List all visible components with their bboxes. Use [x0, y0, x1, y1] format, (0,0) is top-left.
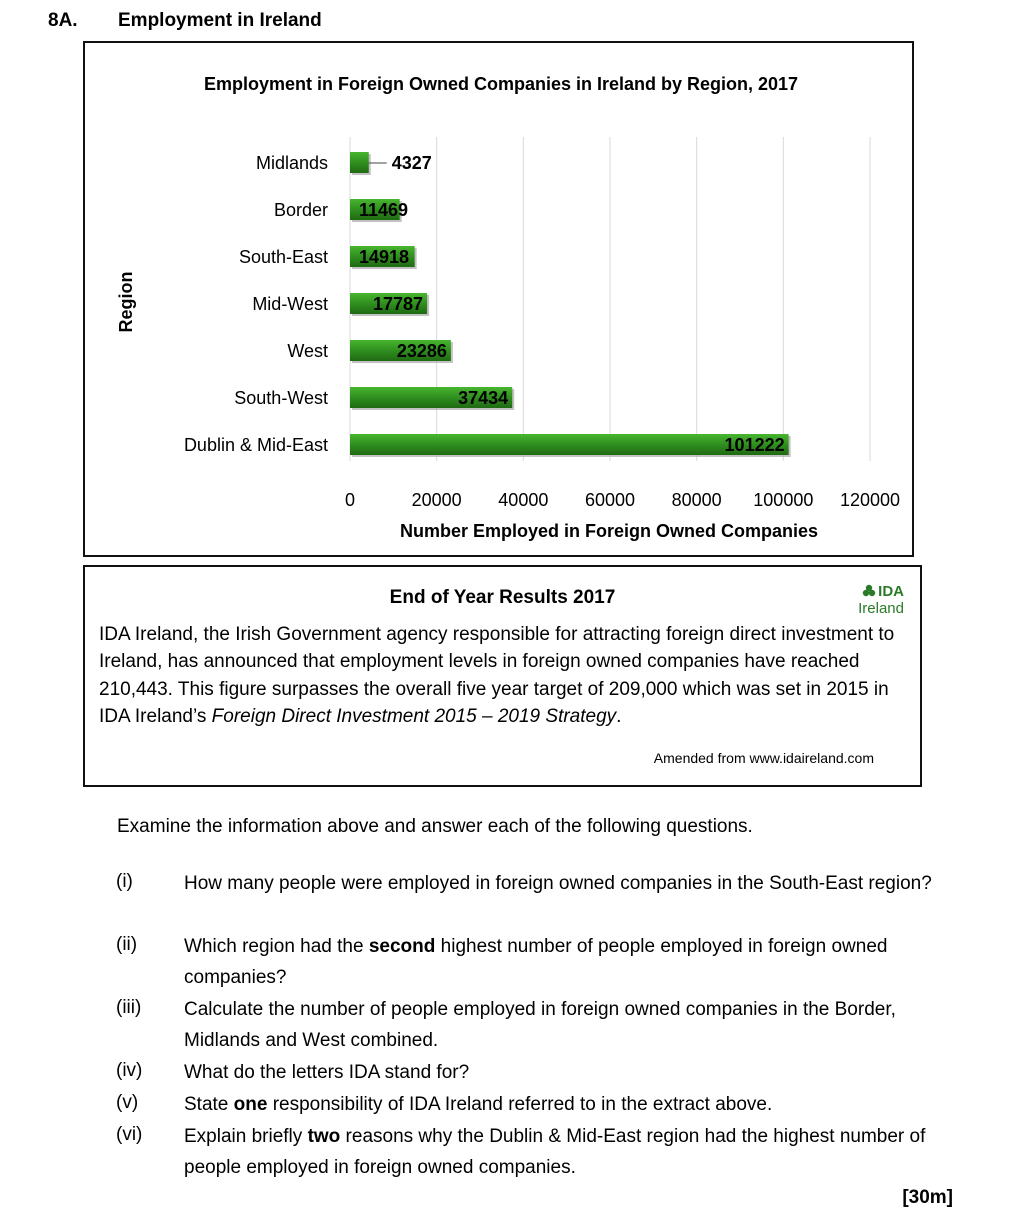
- info-title: End of Year Results 2017: [389, 587, 616, 608]
- question-title: Employment in Ireland: [118, 10, 322, 31]
- info-source: Amended from www.idaireland.com: [653, 750, 874, 766]
- data-label: 101222: [724, 435, 785, 455]
- question-number: 8A.: [48, 10, 78, 31]
- category-label: South-East: [238, 247, 328, 267]
- employment-bar-chart: [85, 43, 914, 557]
- shamrock-icon: [862, 584, 876, 598]
- data-label: 4327: [391, 153, 432, 173]
- question-number-v: (v): [116, 1092, 139, 1113]
- x-tick-label: 100000: [753, 490, 814, 510]
- x-tick-label: 80000: [671, 490, 722, 510]
- question-text-ii: Which region had the second highest number of people employed in foreign owned companies?: [184, 936, 888, 988]
- question-number-ii: (ii): [116, 934, 138, 955]
- question-text-vi: Explain briefly two reasons why the Dublin & Mid-East region had the highest number of people employed in foreign owned companies.: [184, 1126, 926, 1178]
- ida-logo: [842, 583, 904, 617]
- question-number-vi: (vi): [116, 1124, 143, 1145]
- x-tick-label: 0: [344, 490, 356, 510]
- question-text-v: State one responsibility of IDA Ireland referred to in the extract above.: [184, 1094, 773, 1115]
- data-label: 23286: [396, 341, 447, 361]
- category-label: South-West: [234, 388, 328, 408]
- y-axis-label: Region: [116, 271, 136, 333]
- ida-logo-subtext: Ireland: [858, 600, 904, 617]
- x-tick-label: 20000: [411, 490, 462, 510]
- info-body-text: IDA Ireland, the Irish Government agency responsible for attracting foreign direct investment to Ireland, has announced that employment levels in foreign owned companies have reached 210,443. This figure surpasses the overall five year target of 209,000 which was set in 2015 in IDA Ireland’s: [99, 624, 895, 728]
- marks: [30m]: [902, 1187, 953, 1208]
- category-label: Midlands: [255, 153, 328, 173]
- question-number-iv: (iv): [116, 1060, 143, 1081]
- bar: [350, 434, 789, 455]
- x-tick-label: 120000: [839, 490, 901, 510]
- info-body-italic: Foreign Direct Investment 2015 – 2019 Strategy: [211, 706, 617, 728]
- chart-title: Employment in Foreign Owned Companies in Ireland by Region, 2017: [203, 74, 799, 94]
- bar: [350, 152, 369, 173]
- category-label: West: [287, 341, 328, 361]
- x-tick-label: 60000: [584, 490, 636, 510]
- data-label: 37434: [458, 388, 509, 408]
- category-label: Mid-West: [252, 294, 328, 314]
- question-text-iv: What do the letters IDA stand for?: [184, 1062, 470, 1083]
- category-label: Dublin & Mid-East: [183, 435, 328, 455]
- data-label: 11469: [359, 200, 409, 220]
- ida-logo-text: IDA: [878, 583, 904, 600]
- x-axis-label: Number Employed in Foreign Owned Companies: [399, 521, 819, 541]
- question-text-i: How many people were employed in foreign owned companies in the South-East region?: [184, 873, 932, 894]
- category-label: Border: [273, 200, 328, 220]
- ida-info-panel: [83, 565, 922, 787]
- question-text-iii: Calculate the number of people employed in foreign owned companies in the Border, Midlands and West combined.: [184, 999, 896, 1051]
- info-body-end: .: [616, 706, 622, 728]
- question-number-iii: (iii): [116, 997, 142, 1018]
- instructions: Examine the information above and answer each of the following questions.: [117, 816, 753, 837]
- data-label: 14918: [359, 247, 410, 267]
- data-label: 17787: [373, 294, 424, 314]
- info-body: [99, 621, 899, 731]
- chart-panel: [83, 41, 914, 557]
- x-tick-label: 40000: [498, 490, 549, 510]
- question-number-i: (i): [116, 871, 133, 892]
